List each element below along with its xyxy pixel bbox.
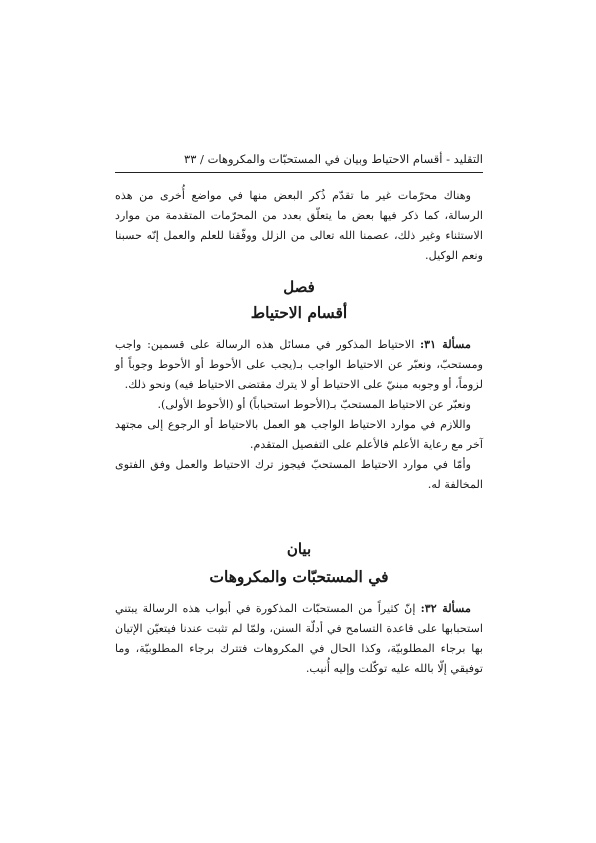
header-divider	[115, 172, 483, 173]
running-header: التقليد - أقسام الاحتياط وبيان في المستحبّات والمكروهات / ٣٣	[184, 152, 483, 166]
section1-paragraph-4: وأمّا في موارد الاحتياط المستحبّ فيجوز ترك الاحتياط والعمل وفق الفتوى المخالفة له.	[115, 458, 483, 491]
masala-32-label: مسألة ٣٢:	[420, 601, 471, 615]
section-subheading-ihtiyat: أقسام الاحتياط	[250, 303, 348, 322]
section1-paragraph-3: واللازم في موارد الاحتياط الواجب هو العمل بالاحتياط أو الرجوع إلى مجتهد آخر مع رعاية الأعلم فالأعلم على التفصيل المتقدم.	[115, 418, 483, 451]
section1-paragraph-2: ونعبّر عن الاحتياط المستحبّ بـ(الأحوط استحباباً) أو (الأحوط الأولى).	[157, 398, 471, 411]
masala-31-paragraph	[115, 334, 483, 395]
masala-32-paragraph	[115, 598, 483, 679]
section-heading-bayan: بيان	[286, 540, 312, 558]
masala-31-label: مسألة ٣١:	[420, 337, 471, 351]
intro-paragraph: وهناك محرّمات غير ما تقدّم ذُكر البعض منها في مواضع أُخرى من هذه الرسالة، كما ذكر فيها بعض ما يتعلّق بعدد من المحرّمات المتقدمة من موارد الاستثناء وغير ذلك، عصمنا الله تعالى من الزلل ووفّقنا للعلم والعمل إنّه حسبنا ونعم الوكيل.	[115, 189, 483, 262]
section2-body	[115, 598, 483, 679]
section-subheading-mustahabbat: في المستحبّات والمكروهات	[209, 567, 389, 586]
section1-body	[115, 334, 483, 495]
masala-31-text: الاحتياط المذكور في مسائل هذه الرسالة على قسمين: واجب ومستحبّ، ونعبّر عن الاحتياط الواجب بـ(يجب على الأحوط أو الأحوط وجوباً أو لزوماً، أو وجوبه مبنيّ على الاحتياط أو لا يترك مقتضى الاحتياط فيه) ونحو ذلك.	[115, 338, 483, 391]
masala-32-text: إنّ كثيراً من المستحبّات المذكورة في أبواب هذه الرسالة يبتني استحبابها على قاعدة التسامح في أدلّة السنن، ولمّا لم تثبت عندنا فيتعيّن الإتيان بها برجاء المطلوبيّة، وكذا الحال في المكروهات فتترك برجاء المطلوبيّة، وما توفيقي إلّا بالله عليه توكّلت وإليه أُنيب.	[115, 602, 483, 675]
section-heading-fasl: فصل	[283, 278, 315, 296]
intro-paragraph-block	[115, 186, 483, 266]
